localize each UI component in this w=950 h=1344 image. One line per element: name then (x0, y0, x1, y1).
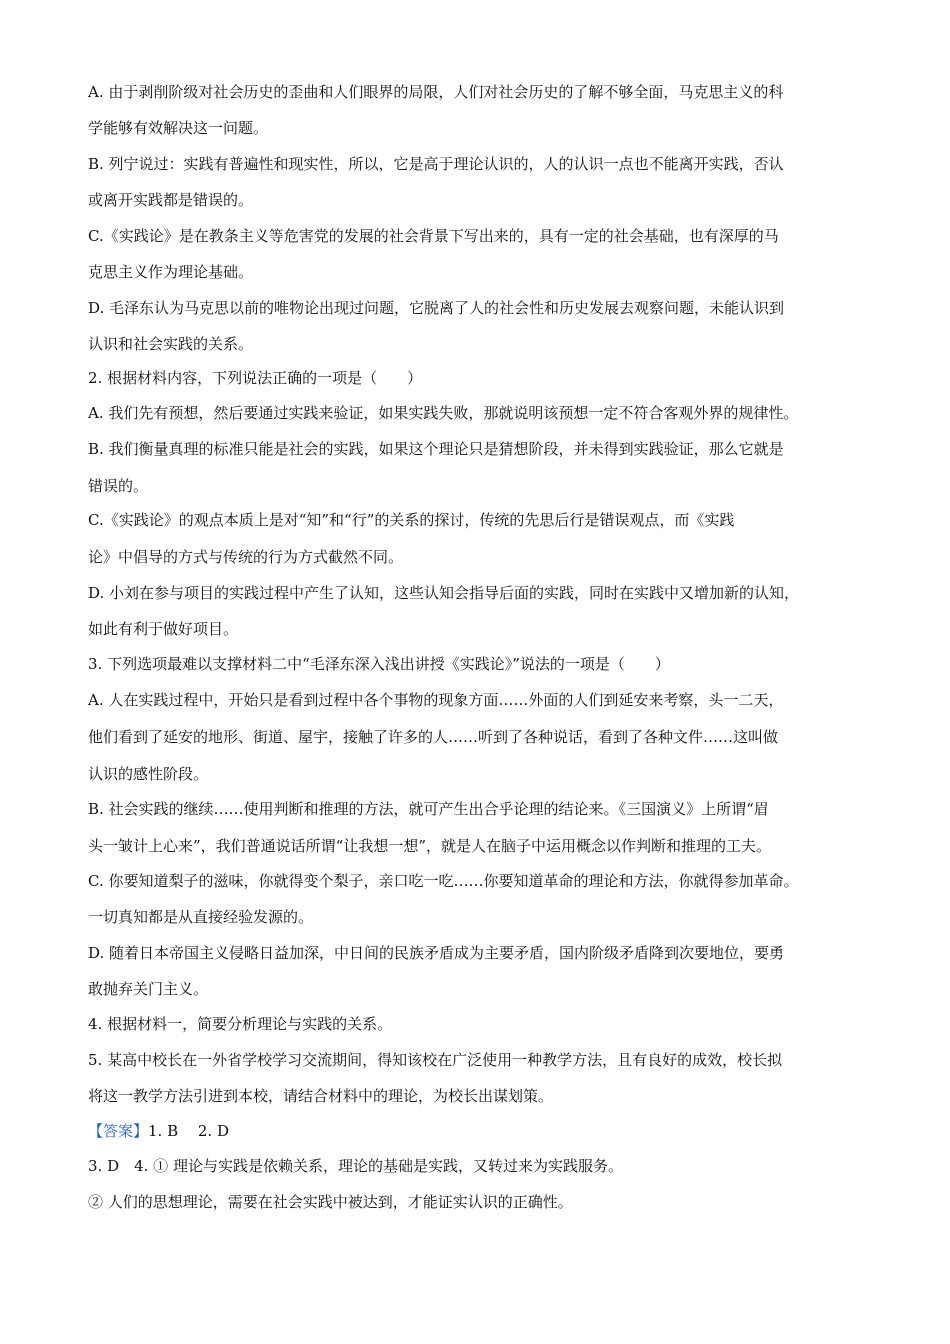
option-1c-line-1: C.《实践论》是在教条主义等危害党的发展的社会背景下写出来的，具有一定的社会基础，也有深厚的马 (88, 227, 779, 245)
option-2a-line-1: A. 我们先有预想，然后要通过实践来验证，如果实践失败，那就说明该预想一定不符合客观外界的规律性。 (88, 404, 799, 422)
option-3a-line-1: A. 人在实践过程中，开始只是看到过程中各个事物的现象方面……外面的人们到延安来考察，头一二天， (88, 691, 784, 709)
answer-tag: 【答案】 (88, 1122, 149, 1140)
answer-text: 1. B 2. D (148, 1122, 229, 1140)
answer-line-2: 3. D 4. ① 理论与实践是依赖关系，理论的基础是实践，又转过来为实践服务。 (88, 1157, 623, 1175)
answer-line-3: ② 人们的思想理论，需要在社会实践中被达到，才能证实认识的正确性。 (88, 1193, 573, 1211)
option-2c-line-2: 论》中倡导的方式与传统的行为方式截然不同。 (88, 548, 404, 566)
question-5-line-2: 将这一教学方法引进到本校，请结合材料中的理论，为校长出谋划策。 (88, 1087, 554, 1105)
question-2-stem: 2. 根据材料内容，下列说法正确的一项是（ ） (88, 369, 423, 387)
option-1d-line-2: 认识和社会实践的关系。 (88, 335, 254, 353)
answer-line (88, 1121, 878, 1141)
option-3c-line-2: 一切真知都是从直接经验发源的。 (88, 908, 314, 926)
option-1c-line-2: 克思主义作为理论基础。 (88, 263, 254, 281)
option-1b-line-1: B. 列宁说过：实践有普遍性和现实性，所以，它是高于理论认识的，人的认识一点也不能离开实践，否认 (88, 155, 784, 173)
option-3a-line-3: 认识的感性阶段。 (88, 765, 209, 783)
option-3d-line-2: 敢抛弃关门主义。 (88, 980, 209, 998)
question-4-stem: 4. 根据材料一，简要分析理论与实践的关系。 (88, 1015, 393, 1033)
option-2c-line-1: C.《实践论》的观点本质上是对“知”和“行”的关系的探讨，传统的先思后行是错误观点，而《实践 (88, 511, 735, 529)
option-1d-line-1: D. 毛泽东认为马克思以前的唯物论出现过问题，它脱离了人的社会性和历史发展去观察问题，未能认识到 (88, 299, 785, 317)
option-1b-line-2: 或离开实践都是错误的。 (88, 191, 254, 209)
option-3b-line-2: 头一皱计上心来”，我们普通说话所谓“让我想一想”，就是人在脑子中运用概念以作判断和推理的工夫。 (88, 837, 772, 855)
option-3d-line-1: D. 随着日本帝国主义侵略日益加深，中日间的民族矛盾成为主要矛盾，国内阶级矛盾降到次要地位，要勇 (88, 944, 785, 962)
option-2d-line-1: D. 小刘在参与项目的实践过程中产生了认知，这些认知会指导后面的实践，同时在实践中又增加新的认知， (88, 584, 800, 602)
option-3b-line-1: B. 社会实践的继续……使用判断和推理的方法，就可产生出合乎论理的结论来。《三国演义》上所谓“眉 (88, 800, 769, 818)
question-5-line-1: 5. 某高中校长在一外省学校学习交流期间，得知该校在广泛使用一种教学方法，且有良好的成效，校长拟 (88, 1051, 783, 1069)
option-1a-line-2: 学能够有效解决这一问题。 (88, 119, 269, 137)
option-2b-line-2: 错误的。 (88, 477, 149, 495)
option-2b-line-1: B. 我们衡量真理的标准只能是社会的实践，如果这个理论只是猜想阶段，并未得到实践验证，那么它就是 (88, 440, 784, 458)
question-3-stem: 3. 下列选项最难以支撑材料二中“毛泽东深入浅出讲授《实践论》”说法的一项是（ ） (88, 655, 670, 673)
option-2d-line-2: 如此有利于做好项目。 (88, 620, 239, 638)
option-1a-line-1: A. 由于剥削阶级对社会历史的歪曲和人们眼界的局限，人们对社会历史的了解不够全面，马克思主义的科 (88, 83, 784, 101)
option-3a-line-2: 他们看到了延安的地形、街道、屋宇，接触了许多的人……听到了各种说话，看到了各种文件……这叫做 (88, 728, 779, 746)
option-3c-line-1: C. 你要知道梨子的滋味，你就得变个梨子，亲口吃一吃……你要知道革命的理论和方法，你就得参加革命。 (88, 872, 799, 890)
